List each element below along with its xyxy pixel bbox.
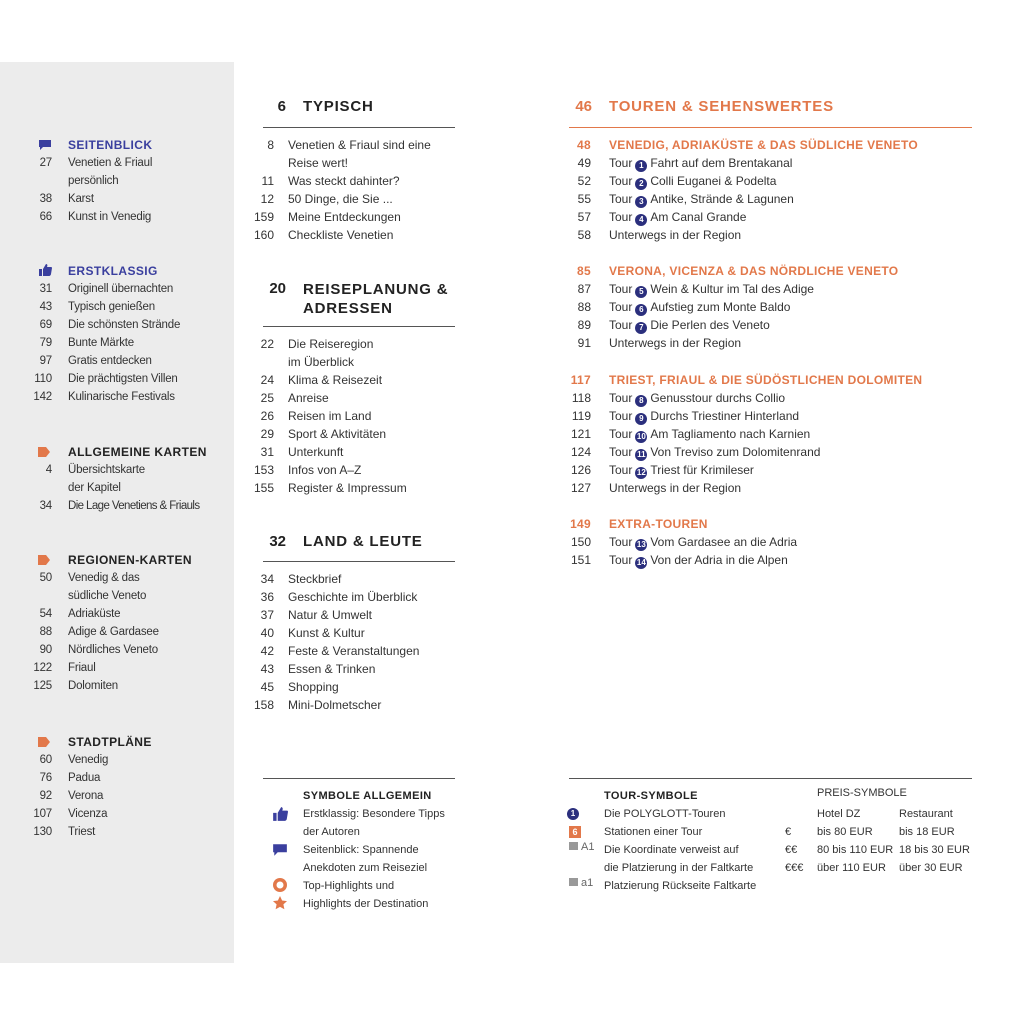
tour-number-icon: 6 bbox=[635, 304, 647, 316]
tour-item[interactable]: 49 Tour 1 Fahrt auf dem Brentakanal bbox=[577, 156, 793, 170]
tour-item[interactable]: 55 Tour 3 Antike, Strände & Lagunen bbox=[577, 192, 794, 206]
list-item[interactable]: 79 Bunte Märkte bbox=[39, 337, 134, 349]
list-item[interactable]: 130 Triest bbox=[33, 826, 96, 838]
legend-preis-table bbox=[768, 805, 970, 877]
section-title: ERSTKLASSIG bbox=[68, 264, 158, 278]
tour-number-icon: 4 bbox=[635, 214, 647, 226]
list-item[interactable]: 122 Friaul bbox=[33, 662, 96, 674]
list-item[interactable]: 76 Padua bbox=[39, 772, 101, 784]
list-item[interactable]: 31 Unterkunft bbox=[260, 445, 344, 459]
chapter-title[interactable]: TYPISCH bbox=[303, 98, 374, 115]
tour-item[interactable]: 89 Tour 7 Die Perlen des Veneto bbox=[577, 318, 770, 332]
legend-line: Stationen einer Tour bbox=[604, 826, 703, 838]
tag-arrow-icon bbox=[38, 446, 52, 458]
list-item[interactable]: 45 Shopping bbox=[260, 680, 339, 694]
list-item[interactable]: 110 Die prächtigsten Villen bbox=[34, 373, 178, 385]
list-item[interactable]: 38 Karst bbox=[39, 193, 94, 205]
map-icon bbox=[569, 878, 578, 886]
tour-number-icon: 8 bbox=[635, 395, 647, 407]
thumbs-up-icon bbox=[272, 807, 288, 821]
chapter-title[interactable]: REISEPLANUNG & ADRESSEN bbox=[303, 281, 449, 317]
list-item[interactable]: 26 Reisen im Land bbox=[260, 409, 372, 423]
chapter-number: 6 bbox=[277, 98, 286, 115]
chapter-number: 46 bbox=[575, 98, 592, 115]
list-item[interactable]: 43 Typisch genießen bbox=[39, 301, 155, 313]
list-item[interactable]: 31 Originell übernachten bbox=[39, 283, 174, 295]
price-header-row: Hotel DZ Restaurant bbox=[817, 808, 953, 820]
list-item[interactable]: 43 Essen & Trinken bbox=[260, 662, 376, 676]
section-list bbox=[0, 751, 108, 841]
tour-number-icon: 14 bbox=[636, 558, 646, 567]
legend-line: Die Koordinate verweist auf bbox=[604, 844, 739, 856]
legend-title: SYMBOLE ALLGEMEIN bbox=[303, 790, 432, 802]
chapter-number: 32 bbox=[269, 533, 286, 550]
list-item[interactable]: 153 Infos von A–Z bbox=[253, 463, 362, 477]
section-title: SEITENBLICK bbox=[68, 138, 153, 152]
region-item[interactable]: 91 Unterwegs in der Region bbox=[577, 336, 742, 350]
legend-line: der Autoren bbox=[303, 826, 360, 838]
section-list bbox=[0, 569, 159, 695]
tag-arrow-icon bbox=[38, 736, 52, 748]
list-item[interactable]: 54 Adriaküste bbox=[39, 608, 121, 620]
divider bbox=[263, 127, 455, 128]
tour-item[interactable]: 126 Tour 12 Triest für Krimileser bbox=[570, 463, 754, 477]
group-header[interactable]: 149 EXTRA-TOUREN bbox=[570, 517, 708, 531]
chapter-list bbox=[248, 570, 419, 714]
tour-number-icon: 10 bbox=[636, 432, 646, 441]
station-square-icon: 6 bbox=[569, 826, 581, 838]
legend-line: Anekdoten zum Reiseziel bbox=[303, 862, 428, 874]
tour-number-icon: 11 bbox=[637, 450, 646, 459]
list-item[interactable]: 158 Mini-Dolmetscher bbox=[253, 698, 382, 712]
tour-number-icon: 12 bbox=[636, 468, 646, 477]
tour-item[interactable]: 150 Tour 13 Vom Gardasee an die Adria bbox=[570, 535, 798, 549]
tour-group bbox=[569, 515, 797, 569]
section-title: REGIONEN-KARTEN bbox=[68, 553, 193, 567]
list-item[interactable]: 142 Kulinarische Festivals bbox=[33, 391, 175, 403]
chapter-title[interactable]: LAND & LEUTE bbox=[303, 533, 423, 550]
legend-line: Seitenblick: Spannende bbox=[303, 844, 419, 856]
tour-number-icon: 13 bbox=[636, 540, 646, 549]
section-list bbox=[0, 461, 200, 515]
price-row: €€€ über 110 EUR über 30 EUR bbox=[785, 862, 963, 874]
group-header[interactable]: 85 VERONA, VICENZA & DAS NÖRDLICHE VENETO bbox=[577, 264, 899, 278]
list-item-cont: südliche Veneto bbox=[68, 590, 147, 602]
list-item[interactable]: 92 Verona bbox=[39, 790, 104, 802]
chapter-list bbox=[248, 136, 431, 244]
list-item[interactable]: 125 Dolomiten bbox=[33, 680, 118, 692]
legend-title: TOUR-SYMBOLE bbox=[604, 790, 698, 802]
list-item[interactable]: 24 Klima & Reisezeit bbox=[260, 373, 383, 387]
list-item[interactable]: 11 Was steckt dahinter? bbox=[261, 174, 400, 188]
list-item-cont: Reise wert! bbox=[288, 156, 349, 170]
legend-tour-symbole bbox=[604, 787, 756, 895]
tour-item[interactable]: 119 Tour 9 Durchs Triestiner Hinterland bbox=[571, 409, 800, 423]
tour-item[interactable]: 124 Tour 11 Von Treviso zum Dolomitenrand bbox=[570, 445, 821, 459]
list-item[interactable]: 160 Checkliste Venetien bbox=[253, 228, 394, 242]
list-item[interactable]: 29 Sport & Aktivitäten bbox=[260, 427, 387, 441]
thumbs-up-icon bbox=[38, 264, 52, 276]
section-list bbox=[0, 280, 180, 406]
list-item[interactable]: 8 Venetien & Friaul sind eine bbox=[267, 138, 431, 152]
map-icon bbox=[569, 842, 578, 850]
list-item[interactable]: 36 Geschichte im Überblick bbox=[260, 590, 418, 604]
list-item[interactable]: 22 Die Reiseregion bbox=[260, 337, 374, 351]
legend-line: Top-Highlights und bbox=[303, 880, 395, 892]
list-item[interactable]: 107 Vicenza bbox=[33, 808, 108, 820]
speech-bubble-icon bbox=[272, 843, 288, 857]
list-item-cont: im Überblick bbox=[288, 355, 355, 369]
list-item[interactable]: 4 Übersichtskarte bbox=[45, 464, 145, 476]
price-row: €€ 80 bis 110 EUR 18 bis 30 EUR bbox=[785, 844, 970, 856]
legend-line: Die POLYGLOTT-Touren bbox=[604, 808, 726, 820]
list-item[interactable]: 155 Register & Impressum bbox=[253, 481, 407, 495]
legend-line: die Platzierung in der Faltkarte bbox=[604, 862, 754, 874]
badge-star-icon bbox=[272, 877, 288, 893]
list-item[interactable]: 90 Nördliches Veneto bbox=[39, 644, 158, 656]
divider bbox=[263, 561, 455, 562]
legend-line: Erstklassig: Besondere Tipps bbox=[303, 808, 445, 820]
tour-item[interactable]: 118 Tour 8 Genusstour durchs Collio bbox=[571, 391, 786, 405]
list-item[interactable]: 42 Feste & Veranstaltungen bbox=[260, 644, 420, 658]
legend-symbole-allgemein bbox=[303, 787, 445, 913]
tour-group bbox=[569, 371, 922, 497]
tour-item[interactable]: 52 Tour 2 Colli Euganei & Podelta bbox=[577, 174, 777, 188]
divider bbox=[263, 326, 455, 327]
region-item[interactable]: 127 Unterwegs in der Region bbox=[570, 481, 742, 495]
list-item[interactable]: 60 Venedig bbox=[39, 754, 109, 766]
list-item[interactable]: 88 Adige & Gardasee bbox=[39, 626, 159, 638]
list-item-cont: persönlich bbox=[68, 175, 119, 187]
tour-item[interactable]: 57 Tour 4 Am Canal Grande bbox=[577, 210, 747, 224]
tour-number-icon: 9 bbox=[635, 413, 647, 425]
tour-number-icon: 1 bbox=[567, 808, 579, 820]
section-list bbox=[0, 154, 152, 226]
list-item[interactable]: 50 Venedig & das bbox=[39, 572, 140, 584]
chapter-number: 20 bbox=[269, 280, 286, 297]
list-item[interactable]: 66 Kunst in Venedig bbox=[39, 211, 152, 223]
list-item-cont: der Kapitel bbox=[68, 482, 121, 494]
star-icon bbox=[272, 895, 288, 911]
tour-number-icon: 7 bbox=[635, 322, 647, 334]
tour-group bbox=[569, 136, 918, 244]
tour-number-icon: 1 bbox=[635, 160, 647, 172]
tour-group bbox=[569, 262, 898, 352]
group-header[interactable]: 117 TRIEST, FRIAUL & DIE SÜDÖSTLICHEN DOLOMITEN bbox=[570, 373, 923, 387]
tour-item[interactable]: 121 Tour 10 Am Tagliamento nach Karnien bbox=[570, 427, 811, 441]
list-item[interactable]: 12 50 Dinge, die Sie ... bbox=[260, 192, 393, 206]
chapter-list bbox=[248, 335, 407, 497]
list-item[interactable]: 25 Anreise bbox=[260, 391, 329, 405]
tour-number-icon: 3 bbox=[635, 196, 647, 208]
tour-item[interactable]: 87 Tour 5 Wein & Kultur im Tal des Adige bbox=[577, 282, 814, 296]
speech-bubble-icon bbox=[38, 139, 52, 151]
list-item[interactable]: 34 Steckbrief bbox=[260, 572, 342, 586]
region-item[interactable]: 58 Unterwegs in der Region bbox=[577, 228, 742, 242]
divider bbox=[569, 127, 972, 128]
tour-number-icon: 5 bbox=[635, 286, 647, 298]
list-item[interactable]: 159 Meine Entdeckungen bbox=[253, 210, 401, 224]
list-item[interactable]: 34 Die Lage Venetiens & Friauls bbox=[39, 500, 200, 512]
legend-preis-title: PREIS-SYMBOLE bbox=[817, 787, 907, 799]
section-title: STADTPLÄNE bbox=[68, 735, 152, 749]
section-title: ALLGEMEINE KARTEN bbox=[68, 445, 207, 459]
price-row: € bis 80 EUR bis 18 EUR bbox=[785, 826, 955, 838]
chapter-title[interactable]: TOUREN & SEHENSWERTES bbox=[609, 98, 834, 115]
list-item[interactable]: 69 Die schönsten Strände bbox=[39, 319, 181, 331]
list-item[interactable]: 27 Venetien & Friaul bbox=[39, 157, 153, 169]
map-back-coordinate-hint: a1 bbox=[569, 877, 593, 889]
tour-item[interactable]: 88 Tour 6 Aufstieg zum Monte Baldo bbox=[577, 300, 791, 314]
tag-arrow-icon bbox=[38, 554, 52, 566]
tour-item[interactable]: 151 Tour 14 Von der Adria in die Alpen bbox=[570, 553, 788, 567]
list-item[interactable]: 97 Gratis entdecken bbox=[39, 355, 152, 367]
divider bbox=[569, 778, 972, 779]
map-coordinate-hint: A1 bbox=[569, 841, 594, 853]
legend-line: Platzierung Rückseite Faltkarte bbox=[604, 880, 757, 892]
divider bbox=[263, 778, 455, 779]
list-item[interactable]: 40 Kunst & Kultur bbox=[260, 626, 365, 640]
tour-number-icon: 2 bbox=[635, 178, 647, 190]
list-item[interactable]: 37 Natur & Umwelt bbox=[260, 608, 373, 622]
legend-line: Highlights der Destination bbox=[303, 898, 429, 910]
group-header[interactable]: 48 VENEDIG, ADRIAKÜSTE & DAS SÜDLICHE VENETO bbox=[577, 138, 919, 152]
